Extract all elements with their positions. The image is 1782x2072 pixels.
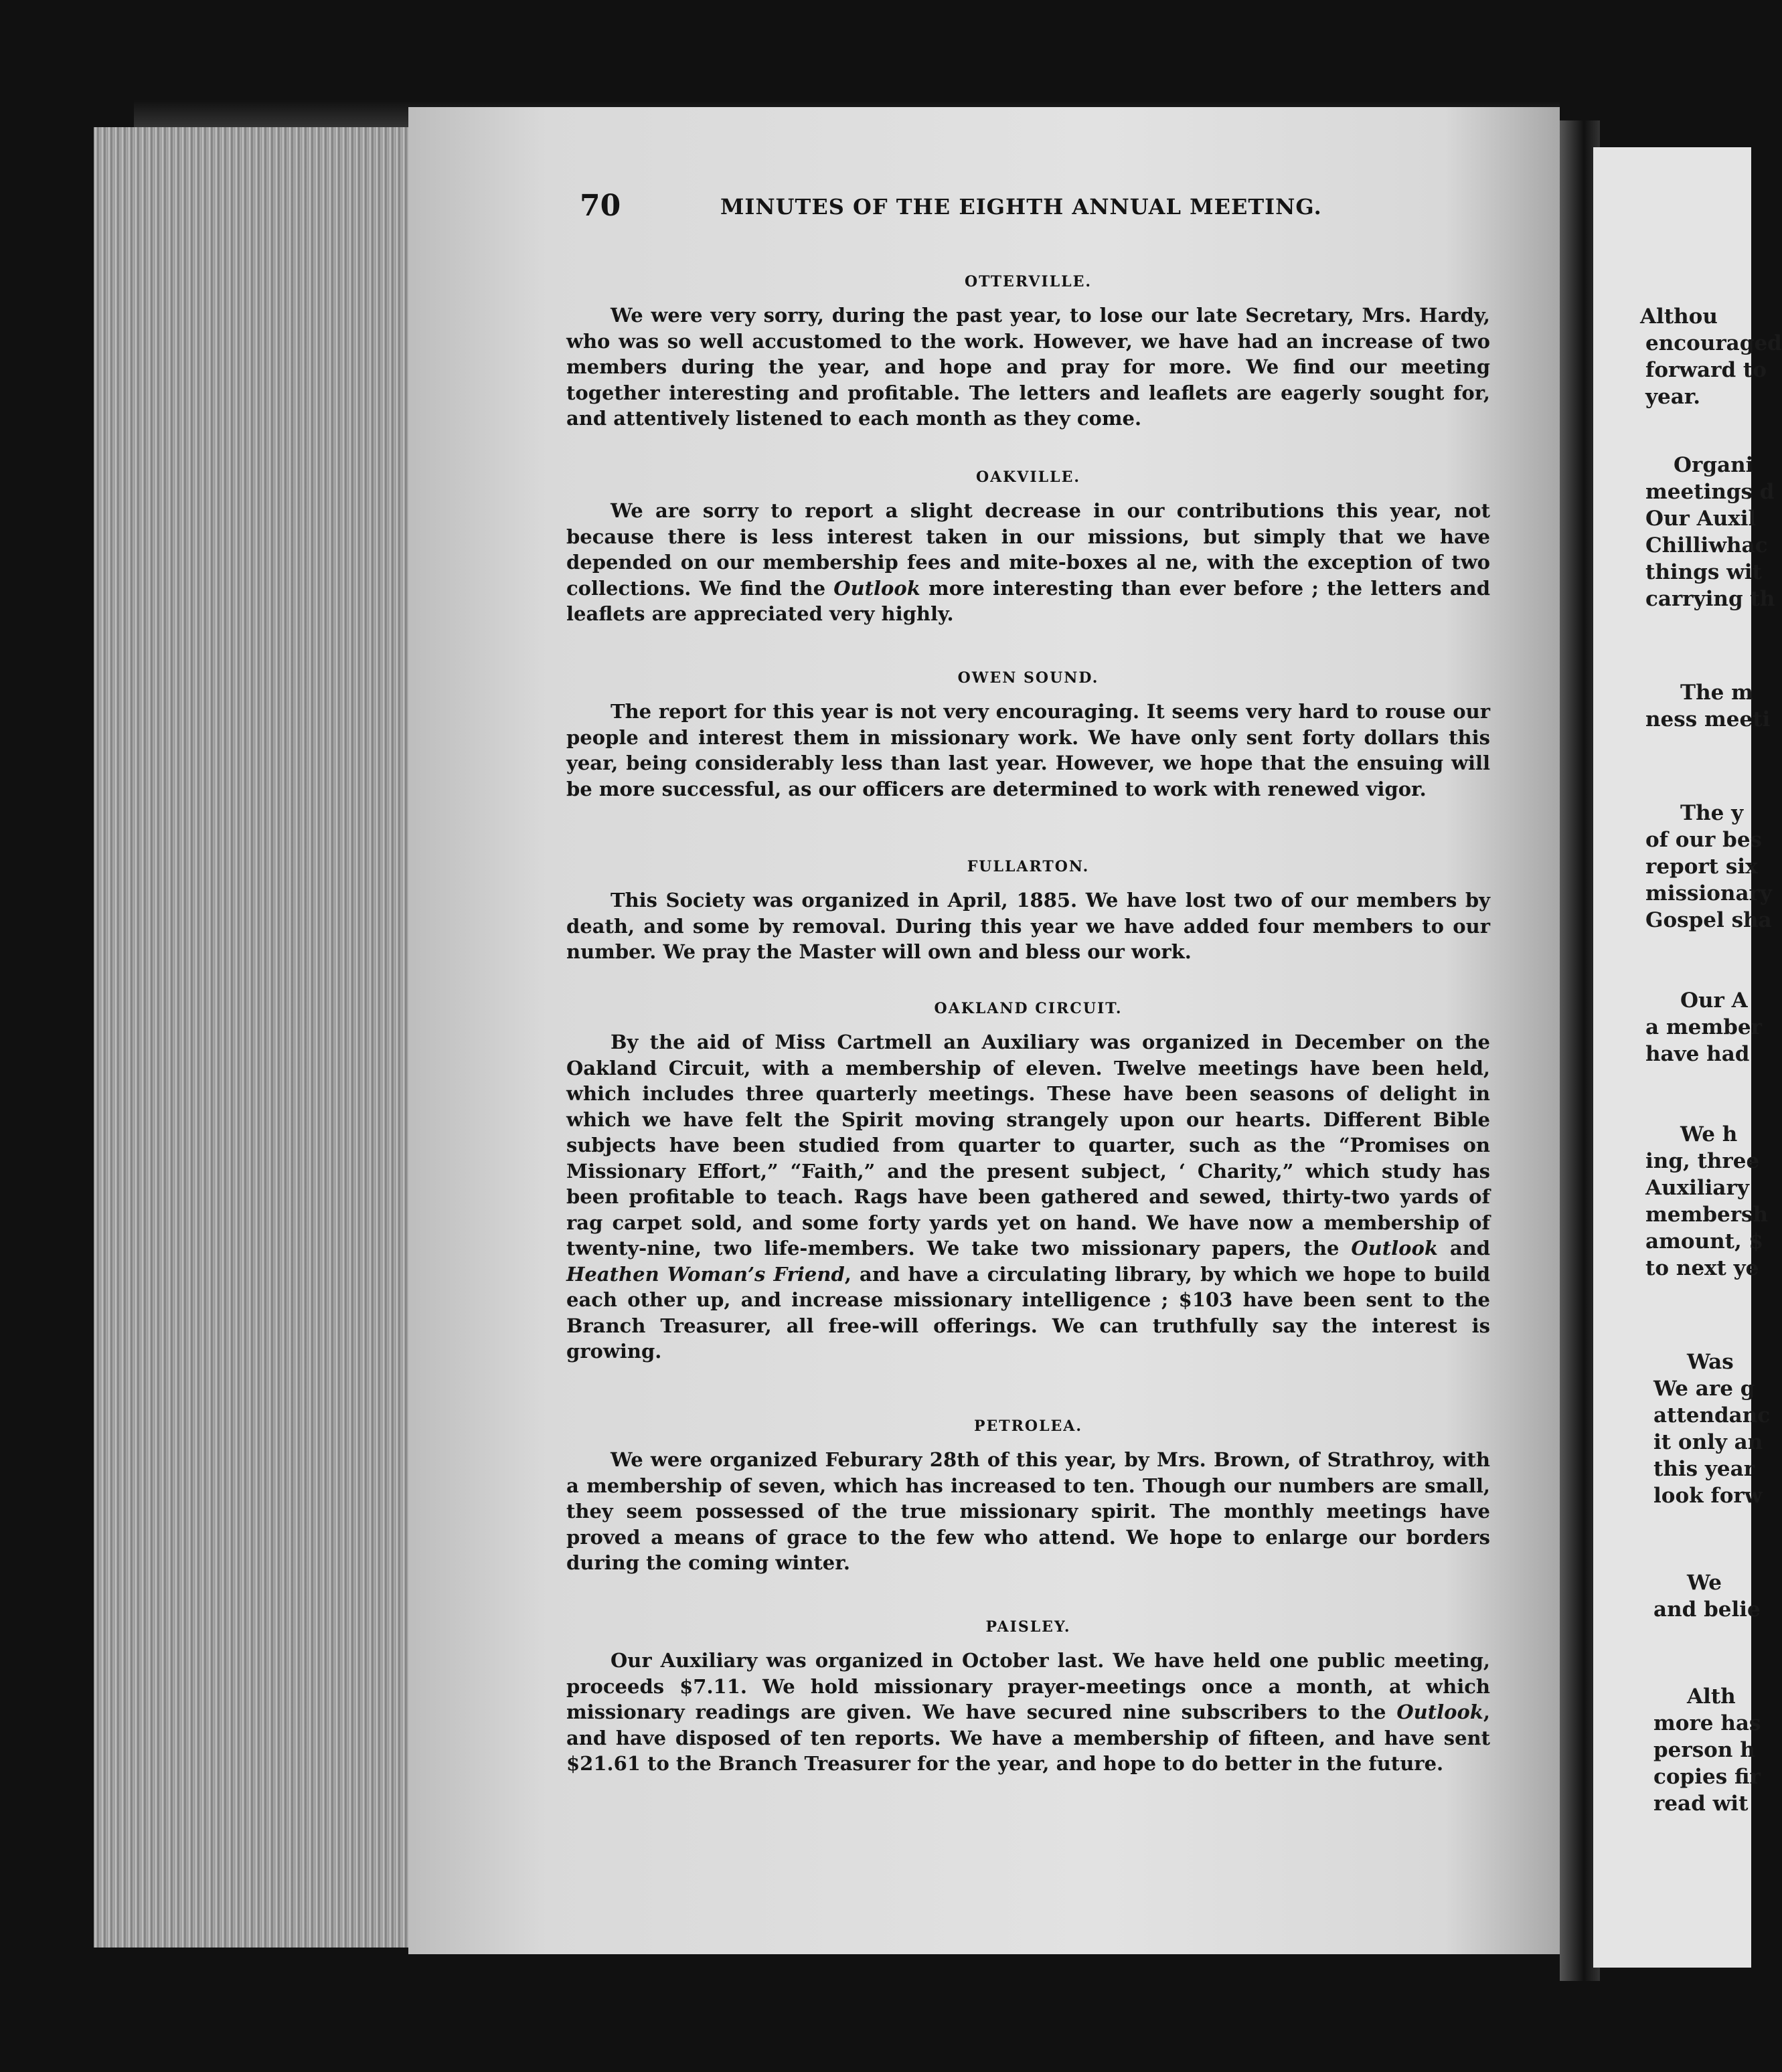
right-page-fragment: We h xyxy=(1680,1122,1738,1146)
right-page-fragment: read wit xyxy=(1653,1792,1749,1816)
right-page-fragment: Gospel sha xyxy=(1645,908,1772,932)
section-heading-oakland-circuit: OAKLAND CIRCUIT. xyxy=(934,1000,1123,1017)
right-page-fragment: and belie xyxy=(1653,1598,1761,1622)
right-page-fragment: The y xyxy=(1680,801,1744,825)
right-page-fragment: encouraged xyxy=(1645,331,1782,355)
right-page-fragment: We xyxy=(1687,1571,1722,1595)
section-body-oakland-circuit: By the aid of Miss Cartmell an Auxiliary was organized in December on the Oakland Circuit, with a membership of eleven. Twelve meetings have been held, which includes three quarterly meetings. These have been seasons of delight in which we have felt the Spirit moving strangely upon our hearts. Different Bible subjects have been studied from quarter to quarter, such as the “Promises on Missionary Effort,” “Faith,” and the present subject, ‘ Charity,” which study has been profitable to teach. Rags have been gathered and sewed, thirty-two yards of rag carpet sold, and some forty yards yet on hand. We have now a membership of twenty-nine, two life-members. We take two missionary papers, the Outlook and Heathen Woman’s Friend, and have a circulating library, by which we hope to build each other up, and increase missionary intelligence ; $103 have been sent to the Branch Treasurer, all free-will offerings. We can truthfully say the interest is growing. xyxy=(566,1031,1490,1363)
right-page-fragment: Our Auxil xyxy=(1645,507,1757,531)
right-page-fragment: to next ye xyxy=(1645,1256,1759,1280)
section-heading-paisley: PAISLEY. xyxy=(985,1618,1071,1636)
right-page-fragment: it only an xyxy=(1653,1430,1763,1454)
right-page-fragment: membersh xyxy=(1645,1203,1769,1227)
running-head: MINUTES OF THE EIGHTH ANNUAL MEETING. xyxy=(720,194,1322,220)
right-page-fragment: carrying th xyxy=(1645,587,1775,611)
right-page-fragment: forward to xyxy=(1645,358,1767,382)
right-page-fragment: ing, three xyxy=(1645,1149,1760,1173)
right-page-fragment: a member xyxy=(1645,1015,1762,1039)
right-page-fragment: person h xyxy=(1653,1738,1755,1762)
right-page-fragment: have had xyxy=(1645,1042,1750,1066)
right-page-fragment: Chilliwhac xyxy=(1645,533,1768,557)
right-page-fragment: attendanc xyxy=(1653,1403,1771,1428)
section-body-owen-sound: The report for this year is not very encouraging. It seems very hard to rouse our people and interest them in missionary work. We have only sent forty dollars this year, being considerably less than last year. However, we hope that the ensuing will be more successful, as our officers are determined to work with renewed vigor. xyxy=(566,700,1490,800)
right-page-fragment: We are g xyxy=(1653,1377,1755,1401)
right-page-fragment: this year xyxy=(1653,1457,1755,1481)
section-heading-owen-sound: OWEN SOUND. xyxy=(957,669,1099,687)
section-heading-petrolea: PETROLEA. xyxy=(973,1417,1083,1435)
page-number: 70 xyxy=(580,189,621,223)
right-page-fragment: look forw xyxy=(1653,1484,1763,1508)
section-heading-oakville: OAKVILLE. xyxy=(975,468,1081,486)
right-page-fragment: Althou xyxy=(1640,305,1718,329)
right-page-fragment: Alth xyxy=(1687,1685,1736,1709)
section-body-petrolea: We were organized Feburary 28th of this year, by Mrs. Brown, of Strathroy, with a membership of seven, which has increased to ten. Though our numbers are small, they seem possessed of the true missionary spirit. The monthly meetings have proved a means of grace to the few who attend. We hope to enlarge our borders during the coming winter. xyxy=(566,1448,1490,1574)
page-header xyxy=(580,189,1359,222)
right-page-fragment: meetings d xyxy=(1645,480,1775,504)
right-page xyxy=(1593,147,1782,1968)
section-body-fullarton: This Society was organized in April, 1885. We have lost two of our members by death, and some by removal. During this year we have added four members to our number. We pray the Master will own and bless our work. xyxy=(566,889,1490,963)
section-heading-otterville: OTTERVILLE. xyxy=(964,273,1092,290)
right-page-fragment: copies fir xyxy=(1653,1765,1761,1789)
right-page-fragment: year. xyxy=(1645,385,1701,409)
right-page-fragment: more has xyxy=(1653,1711,1761,1735)
section-body-paisley: Our Auxiliary was organized in October last. We have held one public meeting, proceeds $7.11. We hold missionary prayer-meetings once a month, at which missionary readings are given. We have secured nine subscribers to the Outlook, and have disposed of ten reports. We have a membership of fifteen, and have sent $21.61 to the Branch Treasurer for the year, and hope to do better in the future. xyxy=(566,1649,1490,1775)
right-page-fragment: Our A xyxy=(1680,988,1748,1013)
right-page-fragment: ness meeti xyxy=(1645,707,1771,731)
right-page-fragment: missionary xyxy=(1645,881,1772,905)
section-heading-fullarton: FULLARTON. xyxy=(967,858,1090,875)
right-page-fragment: Organi xyxy=(1674,453,1754,477)
right-page-fragment: Was xyxy=(1687,1350,1734,1374)
right-page-fragment: of our bes xyxy=(1645,828,1762,852)
right-page-fragment: The m xyxy=(1680,681,1753,705)
right-page-fragment: things wit xyxy=(1645,560,1762,584)
section-body-otterville: We were very sorry, during the past year, to lose our late Secretary, Mrs. Hardy, who was so well accustomed to the work. However, we have had an increase of two members during the year, and hope and pray for more. We find our meeting together interesting and profitable. The letters and leaflets are eagerly sought for, and attentively listened to each month as they come. xyxy=(566,304,1490,430)
right-page-fragment: Auxiliary xyxy=(1645,1176,1749,1200)
right-page-fragment: amount, $ xyxy=(1645,1229,1764,1254)
right-page-fragment: report six xyxy=(1645,855,1758,879)
section-body-oakville: We are sorry to report a slight decrease in our contributions this year, not because there is less interest taken in our missions, but simply that we have depended on our membership fees and mite-boxes al ne, with the exception of two collections. We find the Outlook more interesting than ever before ; the letters and leaflets are appreciated very highly. xyxy=(566,499,1490,625)
